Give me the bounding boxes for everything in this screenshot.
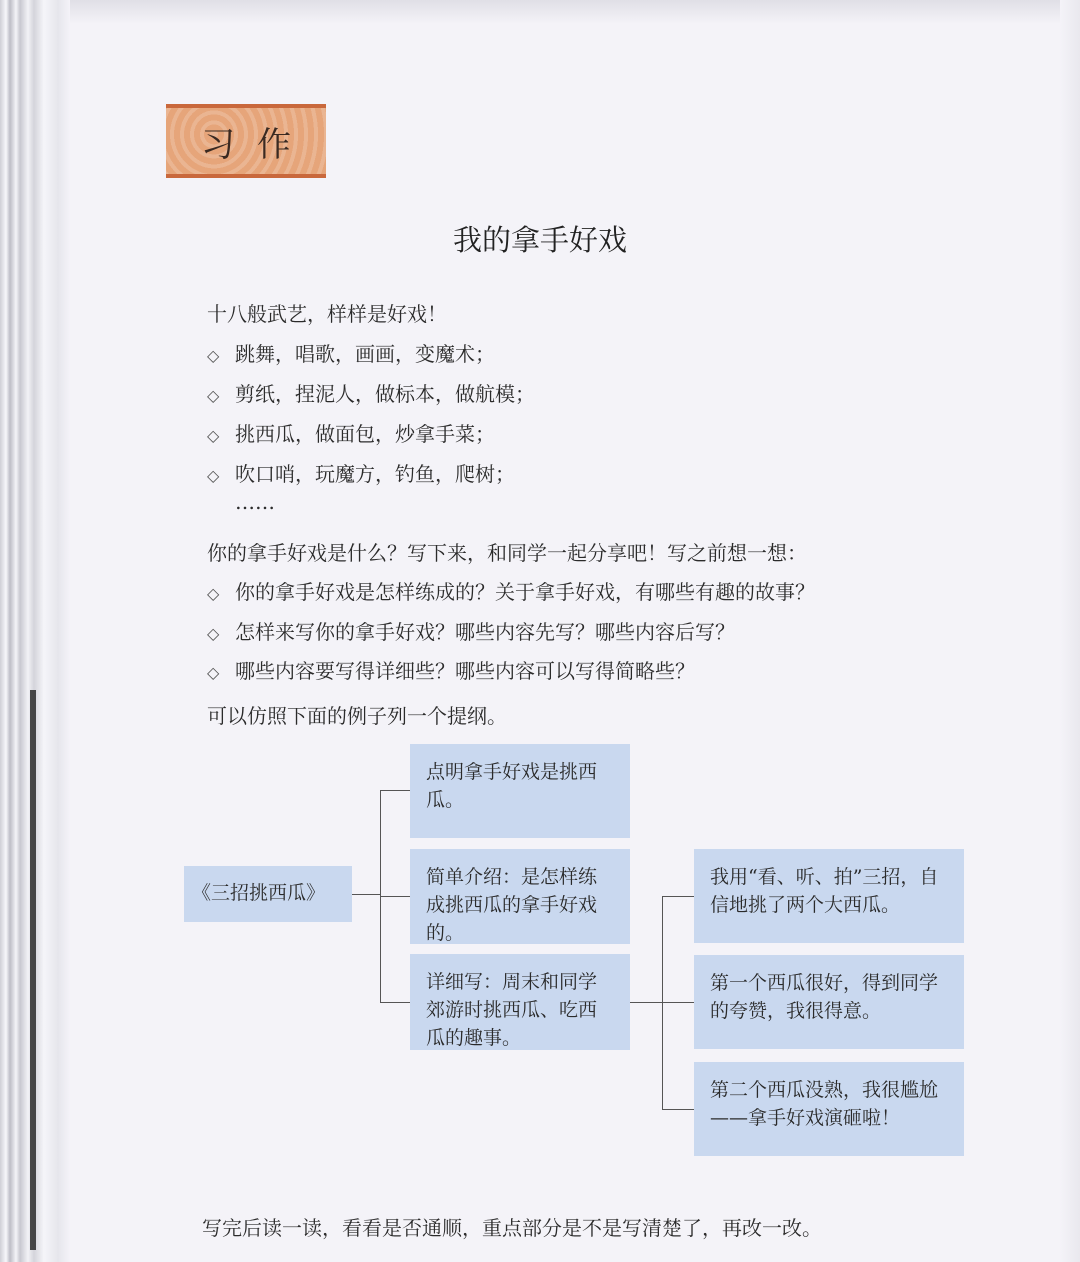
section-label: 习作	[201, 124, 313, 165]
right-shadow	[1060, 0, 1080, 1262]
connector-line	[352, 894, 380, 895]
connector-line	[662, 896, 663, 1110]
connector-line	[630, 1002, 662, 1003]
outline-node: 第二个西瓜没熟，我很尴尬——拿手好戏演砸啦！	[694, 1062, 964, 1156]
diamond-icon: ◇	[207, 624, 220, 643]
outline-node: 详细写：周末和同学郊游时挑西瓜、吃西瓜的趣事。	[410, 954, 630, 1050]
connector-line	[380, 896, 410, 897]
prompt-text: 你的拿手好戏是什么？写下来，和同学一起分享吧！写之前想一想：	[207, 541, 807, 565]
section-badge	[166, 104, 326, 178]
connector-line	[380, 790, 410, 791]
diamond-icon: ◇	[207, 663, 220, 682]
question-item: ◇ 你的拿手好戏是怎样练成的？关于拿手好戏，有哪些有趣的故事？	[207, 580, 815, 604]
outline-node: 第一个西瓜很好，得到同学的夸赞，我很得意。	[694, 955, 964, 1049]
diamond-icon: ◇	[207, 346, 220, 365]
intro-text: 十八般武艺，样样是好戏！	[207, 302, 447, 326]
outline-node: 简单介绍：是怎样练成挑西瓜的拿手好戏的。	[410, 849, 630, 944]
diamond-icon: ◇	[207, 386, 220, 405]
book-page-edges	[0, 0, 70, 1262]
outline-node: 我用“看、听、拍”三招，自信地挑了两个大西瓜。	[694, 849, 964, 943]
diamond-icon: ◇	[207, 466, 220, 485]
activity-item: ◇ 跳舞，唱歌，画画，变魔术；	[207, 342, 495, 366]
connector-line	[662, 1002, 694, 1003]
question-item: ◇ 怎样来写你的拿手好戏？哪些内容先写？哪些内容后写？	[207, 620, 735, 644]
outline-node: 点明拿手好戏是挑西瓜。	[410, 744, 630, 838]
outline-root: 《三招挑西瓜》	[184, 866, 352, 922]
ellipsis: ……	[235, 490, 275, 514]
connector-line	[380, 1002, 410, 1003]
activity-item: ◇ 挑西瓜，做面包，炒拿手菜；	[207, 422, 495, 446]
activity-item: ◇ 剪纸，捏泥人，做标本，做航模；	[207, 382, 535, 406]
outline-intro: 可以仿照下面的例子列一个提纲。	[207, 704, 507, 728]
connector-line	[662, 896, 694, 897]
page-title: 我的拿手好戏	[452, 223, 627, 257]
activity-item: ◇ 吹口哨，玩魔方，钓鱼，爬树；	[207, 462, 515, 486]
closing-text: 写完后读一读，看看是否通顺，重点部分是不是写清楚了，再改一改。	[202, 1216, 822, 1240]
diamond-icon: ◇	[207, 584, 220, 603]
top-shadow	[70, 0, 1080, 24]
connector-line	[662, 1109, 694, 1110]
diamond-icon: ◇	[207, 426, 220, 445]
question-item: ◇ 哪些内容要写得详细些？哪些内容可以写得简略些？	[207, 659, 695, 683]
